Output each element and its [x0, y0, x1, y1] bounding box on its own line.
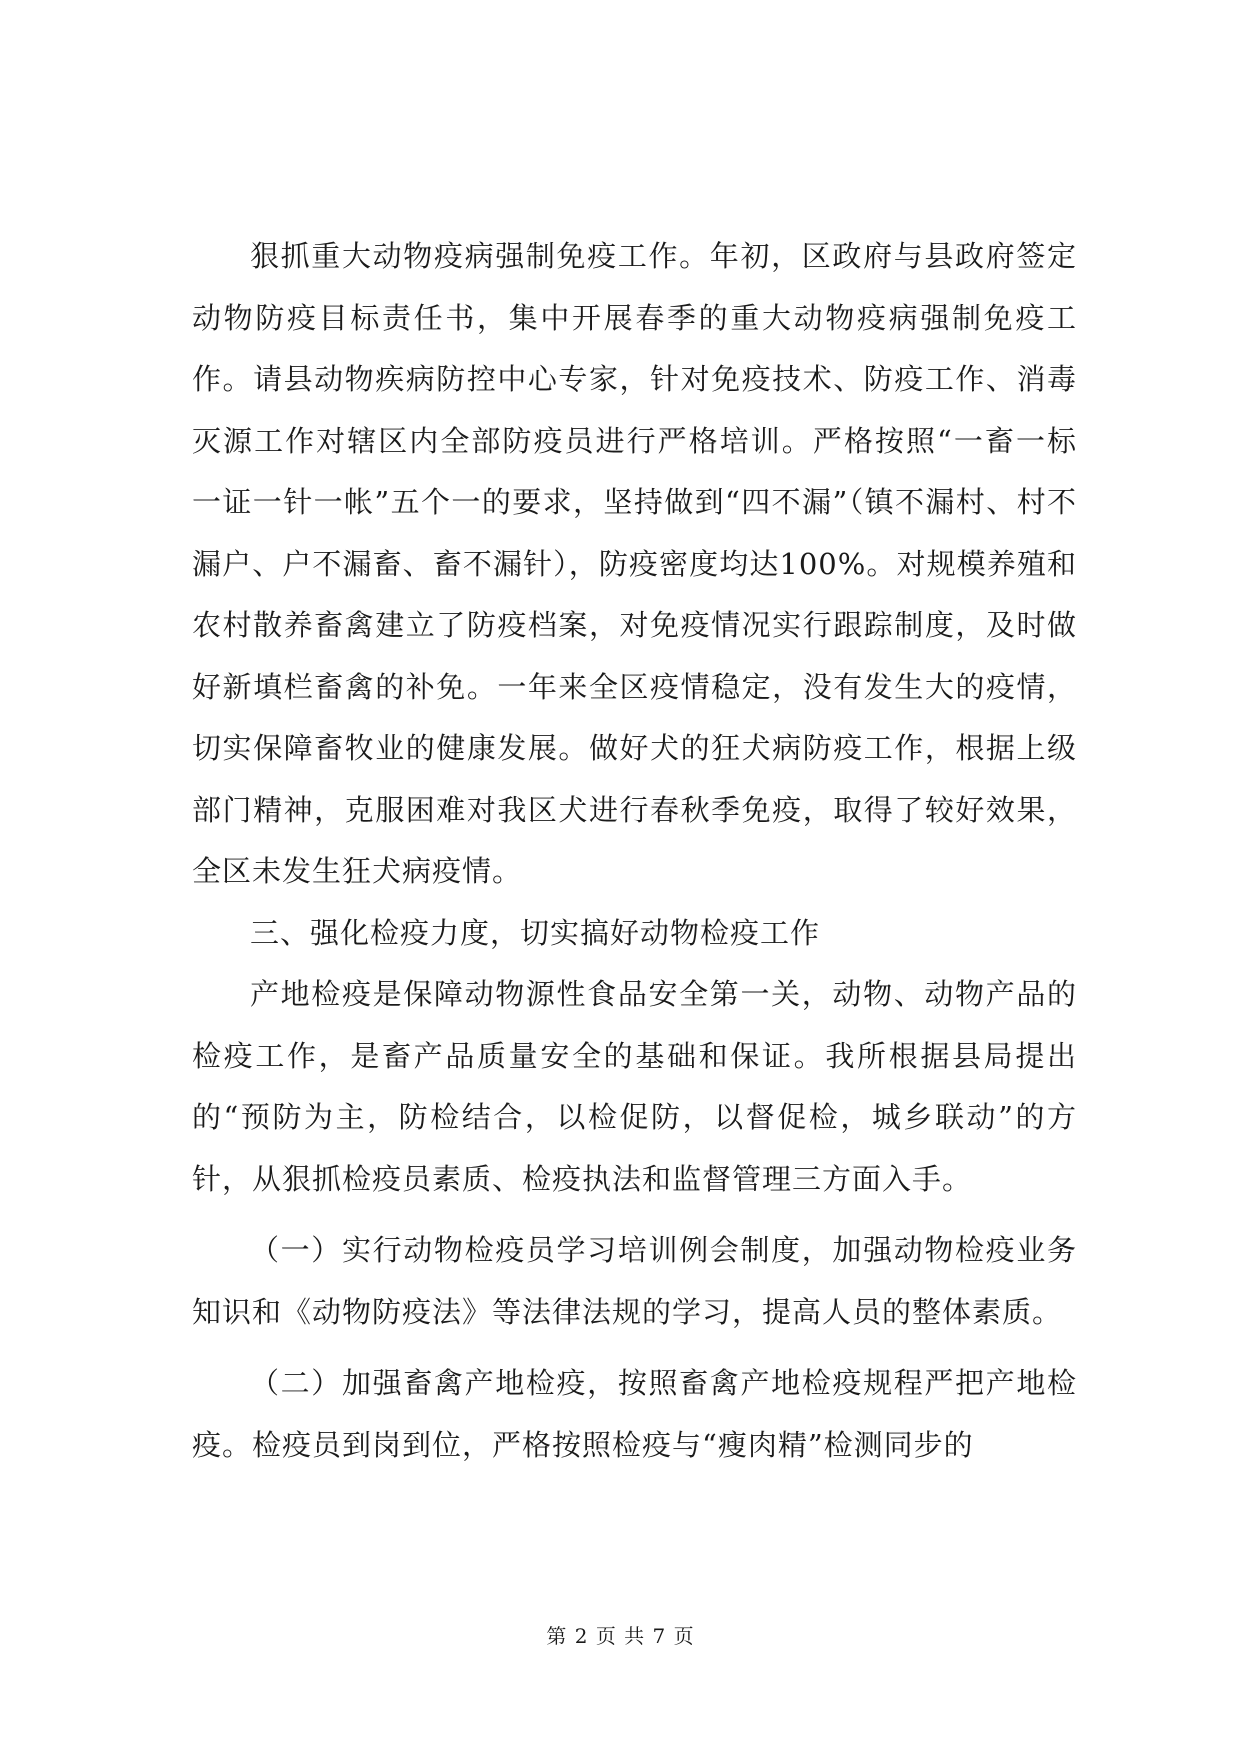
document-body — [192, 226, 1077, 1476]
page-footer — [0, 1620, 1241, 1649]
paragraph-immunization: 狠抓重大动物疫病强制免疫工作。年初，区政府与县政府签定动物防疫目标责任书，集中开展春季的重大动物疫病强制免疫工作。请县动物疾病防控中心专家，针对免疫技术、防疫工作、消毒灭源工作对辖区内全部防疫员进行严格培训。严格按照“一畜一标一证一针一帐”五个一的要求，坚持做到“四不漏”（镇不漏村、村不漏户、户不漏畜、畜不漏针），防疫密度均达100%。对规模养殖和农村散养畜禽建立了防疫档案，对免疫情况实行跟踪制度，及时做好新填栏畜禽的补免。一年来全区疫情稳定，没有发生大的疫情，切实保障畜牧业的健康发展。做好犬的狂犬病防疫工作，根据上级部门精神，克服困难对我区犬进行春秋季免疫，取得了较好效果，全区未发生狂犬病疫情。 — [192, 239, 1077, 888]
paragraph-item-one: （一）实行动物检疫员学习培训例会制度，加强动物检疫业务知识和《动物防疫法》等法律法规的学习，提高人员的整体素质。 — [192, 1233, 1077, 1329]
paragraph-item-two: （二）加强畜禽产地检疫，按照畜禽产地检疫规程严把产地检疫。检疫员到岗到位，严格按照检疫与“瘦肉精”检测同步的 — [192, 1366, 1077, 1462]
paragraph-origin-quarantine: 产地检疫是保障动物源性食品安全第一关，动物、动物产品的检疫工作，是畜产品质量安全的基础和保证。我所根据县局提出的“预防为主，防检结合，以检促防，以督促检，城乡联动”的方针，从狠抓检疫员素质、检疫执法和监督管理三方面入手。 — [192, 977, 1077, 1196]
section-heading-quarantine: 三、强化检疫力度，切实搞好动物检疫工作 — [250, 915, 821, 950]
page-number: 第 2 页 共 7 页 — [546, 1624, 695, 1648]
